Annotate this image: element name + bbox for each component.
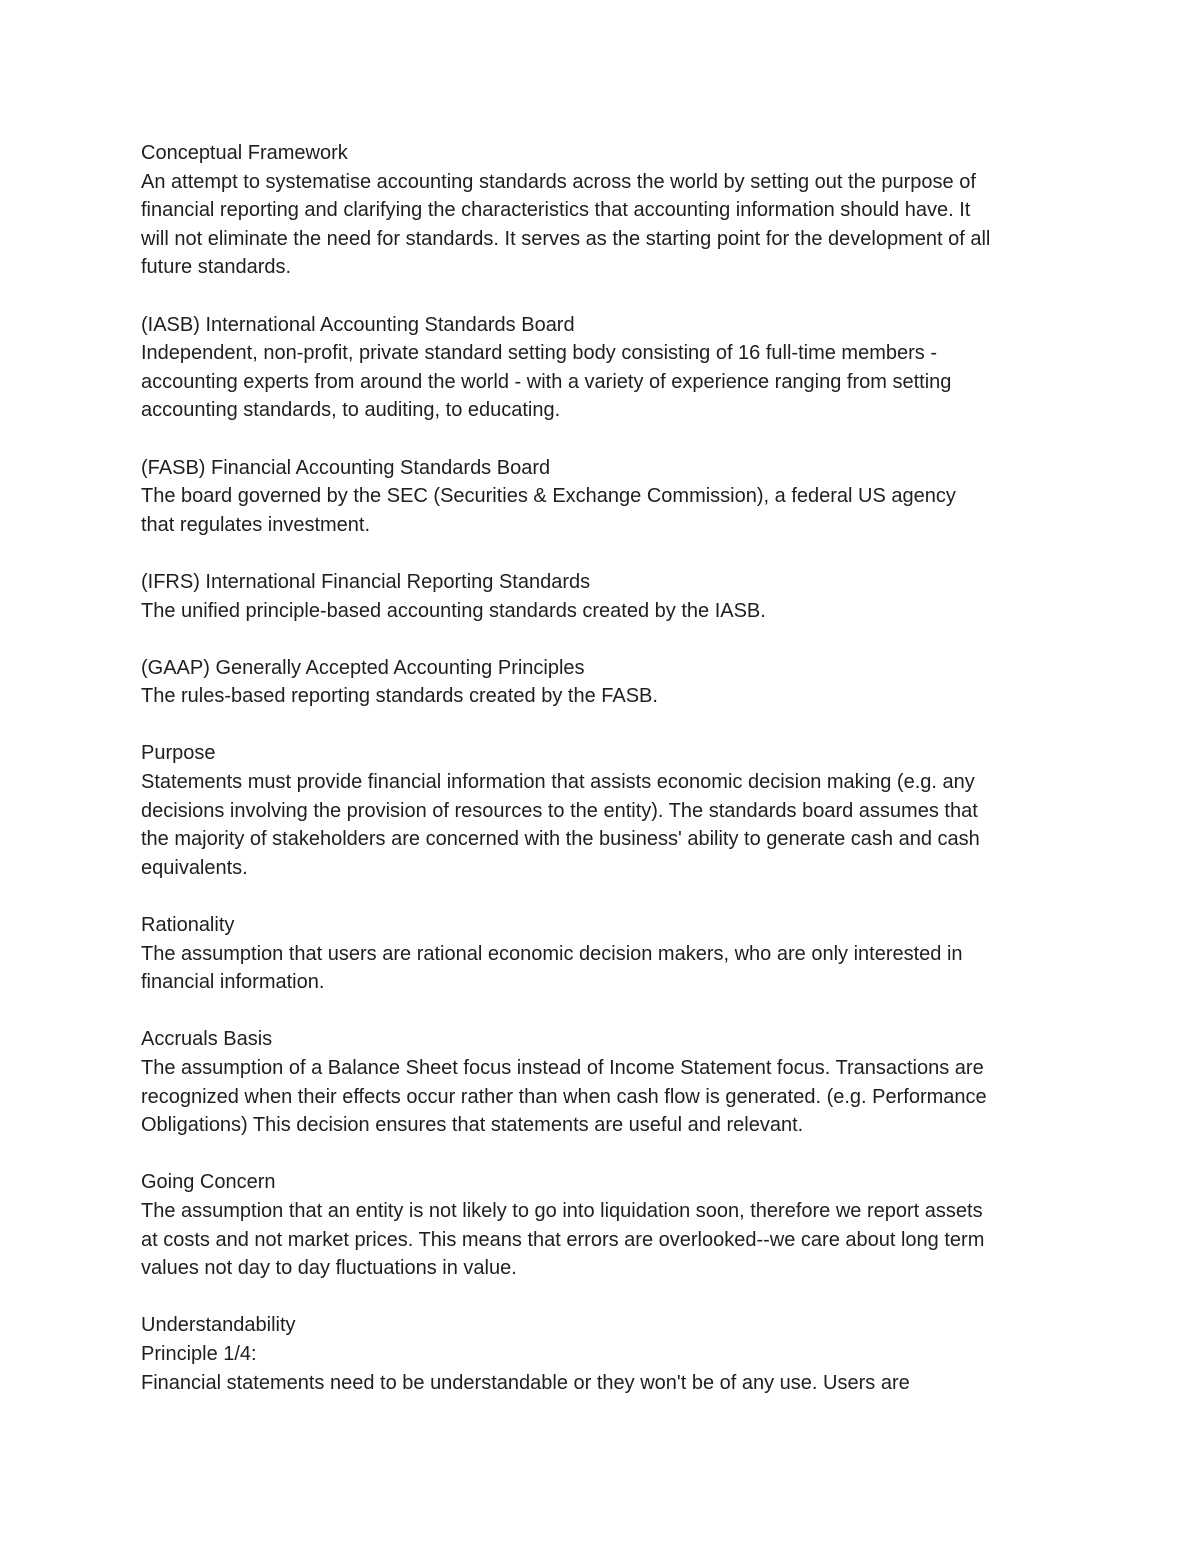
section-line: will not eliminate the need for standards. It serves as the starting point for the development of all: [141, 227, 991, 250]
section-line: The unified principle-based accounting standards created by the IASB.: [141, 599, 766, 622]
paragraph-spacer: [141, 425, 1076, 454]
section-heading: Rationality: [141, 914, 235, 937]
section-heading: Understandability: [141, 1314, 296, 1337]
section-heading: Purpose: [141, 742, 216, 765]
paragraph-spacer: [141, 711, 1076, 740]
section-fasb: [141, 454, 1076, 540]
section-line: An attempt to systematise accounting standards across the world by setting out the purpose of: [141, 170, 976, 193]
paragraph-spacer: [141, 282, 1076, 311]
section-heading: (FASB) Financial Accounting Standards Board: [141, 456, 551, 479]
section-heading: Conceptual Framework: [141, 142, 348, 164]
section-line: financial information.: [141, 971, 325, 994]
section-line: The board governed by the SEC (Securities & Exchange Commission), a federal US agency: [141, 485, 956, 508]
section-ifrs: [141, 568, 1076, 625]
section-line: equivalents.: [141, 856, 248, 879]
section-line: The assumption that an entity is not likely to go into liquidation soon, therefore we report assets: [141, 1199, 983, 1222]
section-line: future standards.: [141, 256, 292, 279]
paragraph-spacer: [141, 882, 1076, 911]
section-conceptual-framework: [141, 139, 1076, 282]
section-accruals-basis: [141, 1025, 1076, 1139]
paragraph-spacer: [141, 997, 1076, 1026]
section-line: that regulates investment.: [141, 513, 371, 536]
section-line: The assumption that users are rational economic decision makers, who are only interested in: [141, 942, 963, 965]
section-heading: (IASB) International Accounting Standards Board: [141, 313, 575, 336]
section-line: Statements must provide financial information that assists economic decision making (e.g. any: [141, 771, 975, 794]
section-line: Principle 1/4:: [141, 1342, 257, 1365]
section-line: recognized when their effects occur rather than when cash flow is generated. (e.g. Performance: [141, 1085, 987, 1108]
section-line: values not day to day fluctuations in value.: [141, 1257, 517, 1280]
section-iasb: [141, 311, 1076, 425]
section-purpose: [141, 739, 1076, 882]
section-line: at costs and not market prices. This means that errors are overlooked--we care about long term: [141, 1228, 985, 1251]
section-understandability: [141, 1311, 1076, 1397]
paragraph-spacer: [141, 1140, 1076, 1169]
section-line: decisions involving the provision of resources to the entity). The standards board assumes that: [141, 799, 978, 822]
section-line: Financial statements need to be understandable or they won't be of any use. Users are: [141, 1371, 910, 1394]
paragraph-spacer: [141, 625, 1076, 654]
section-gaap: [141, 654, 1076, 711]
section-going-concern: [141, 1168, 1076, 1282]
section-line: The rules-based reporting standards created by the FASB.: [141, 685, 658, 708]
section-heading: Going Concern: [141, 1171, 276, 1194]
section-line: accounting experts from around the world - with a variety of experience ranging from setting: [141, 370, 952, 393]
section-rationality: [141, 911, 1076, 997]
section-line: Independent, non-profit, private standard setting body consisting of 16 full-time members -: [141, 342, 937, 365]
section-line: financial reporting and clarifying the characteristics that accounting information should have. It: [141, 199, 971, 222]
section-line: Obligations) This decision ensures that statements are useful and relevant.: [141, 1114, 804, 1137]
section-heading: (GAAP) Generally Accepted Accounting Principles: [141, 656, 585, 679]
paragraph-spacer: [141, 1283, 1076, 1312]
section-line: the majority of stakeholders are concerned with the business' ability to generate cash and cash: [141, 828, 980, 851]
section-line: The assumption of a Balance Sheet focus instead of Income Statement focus. Transactions are: [141, 1057, 984, 1079]
document-page: [141, 139, 1076, 1397]
section-line: accounting standards, to auditing, to educating.: [141, 399, 561, 422]
paragraph-spacer: [141, 539, 1076, 568]
section-heading: (IFRS) International Financial Reporting Standards: [141, 570, 591, 593]
section-heading: Accruals Basis: [141, 1028, 273, 1051]
